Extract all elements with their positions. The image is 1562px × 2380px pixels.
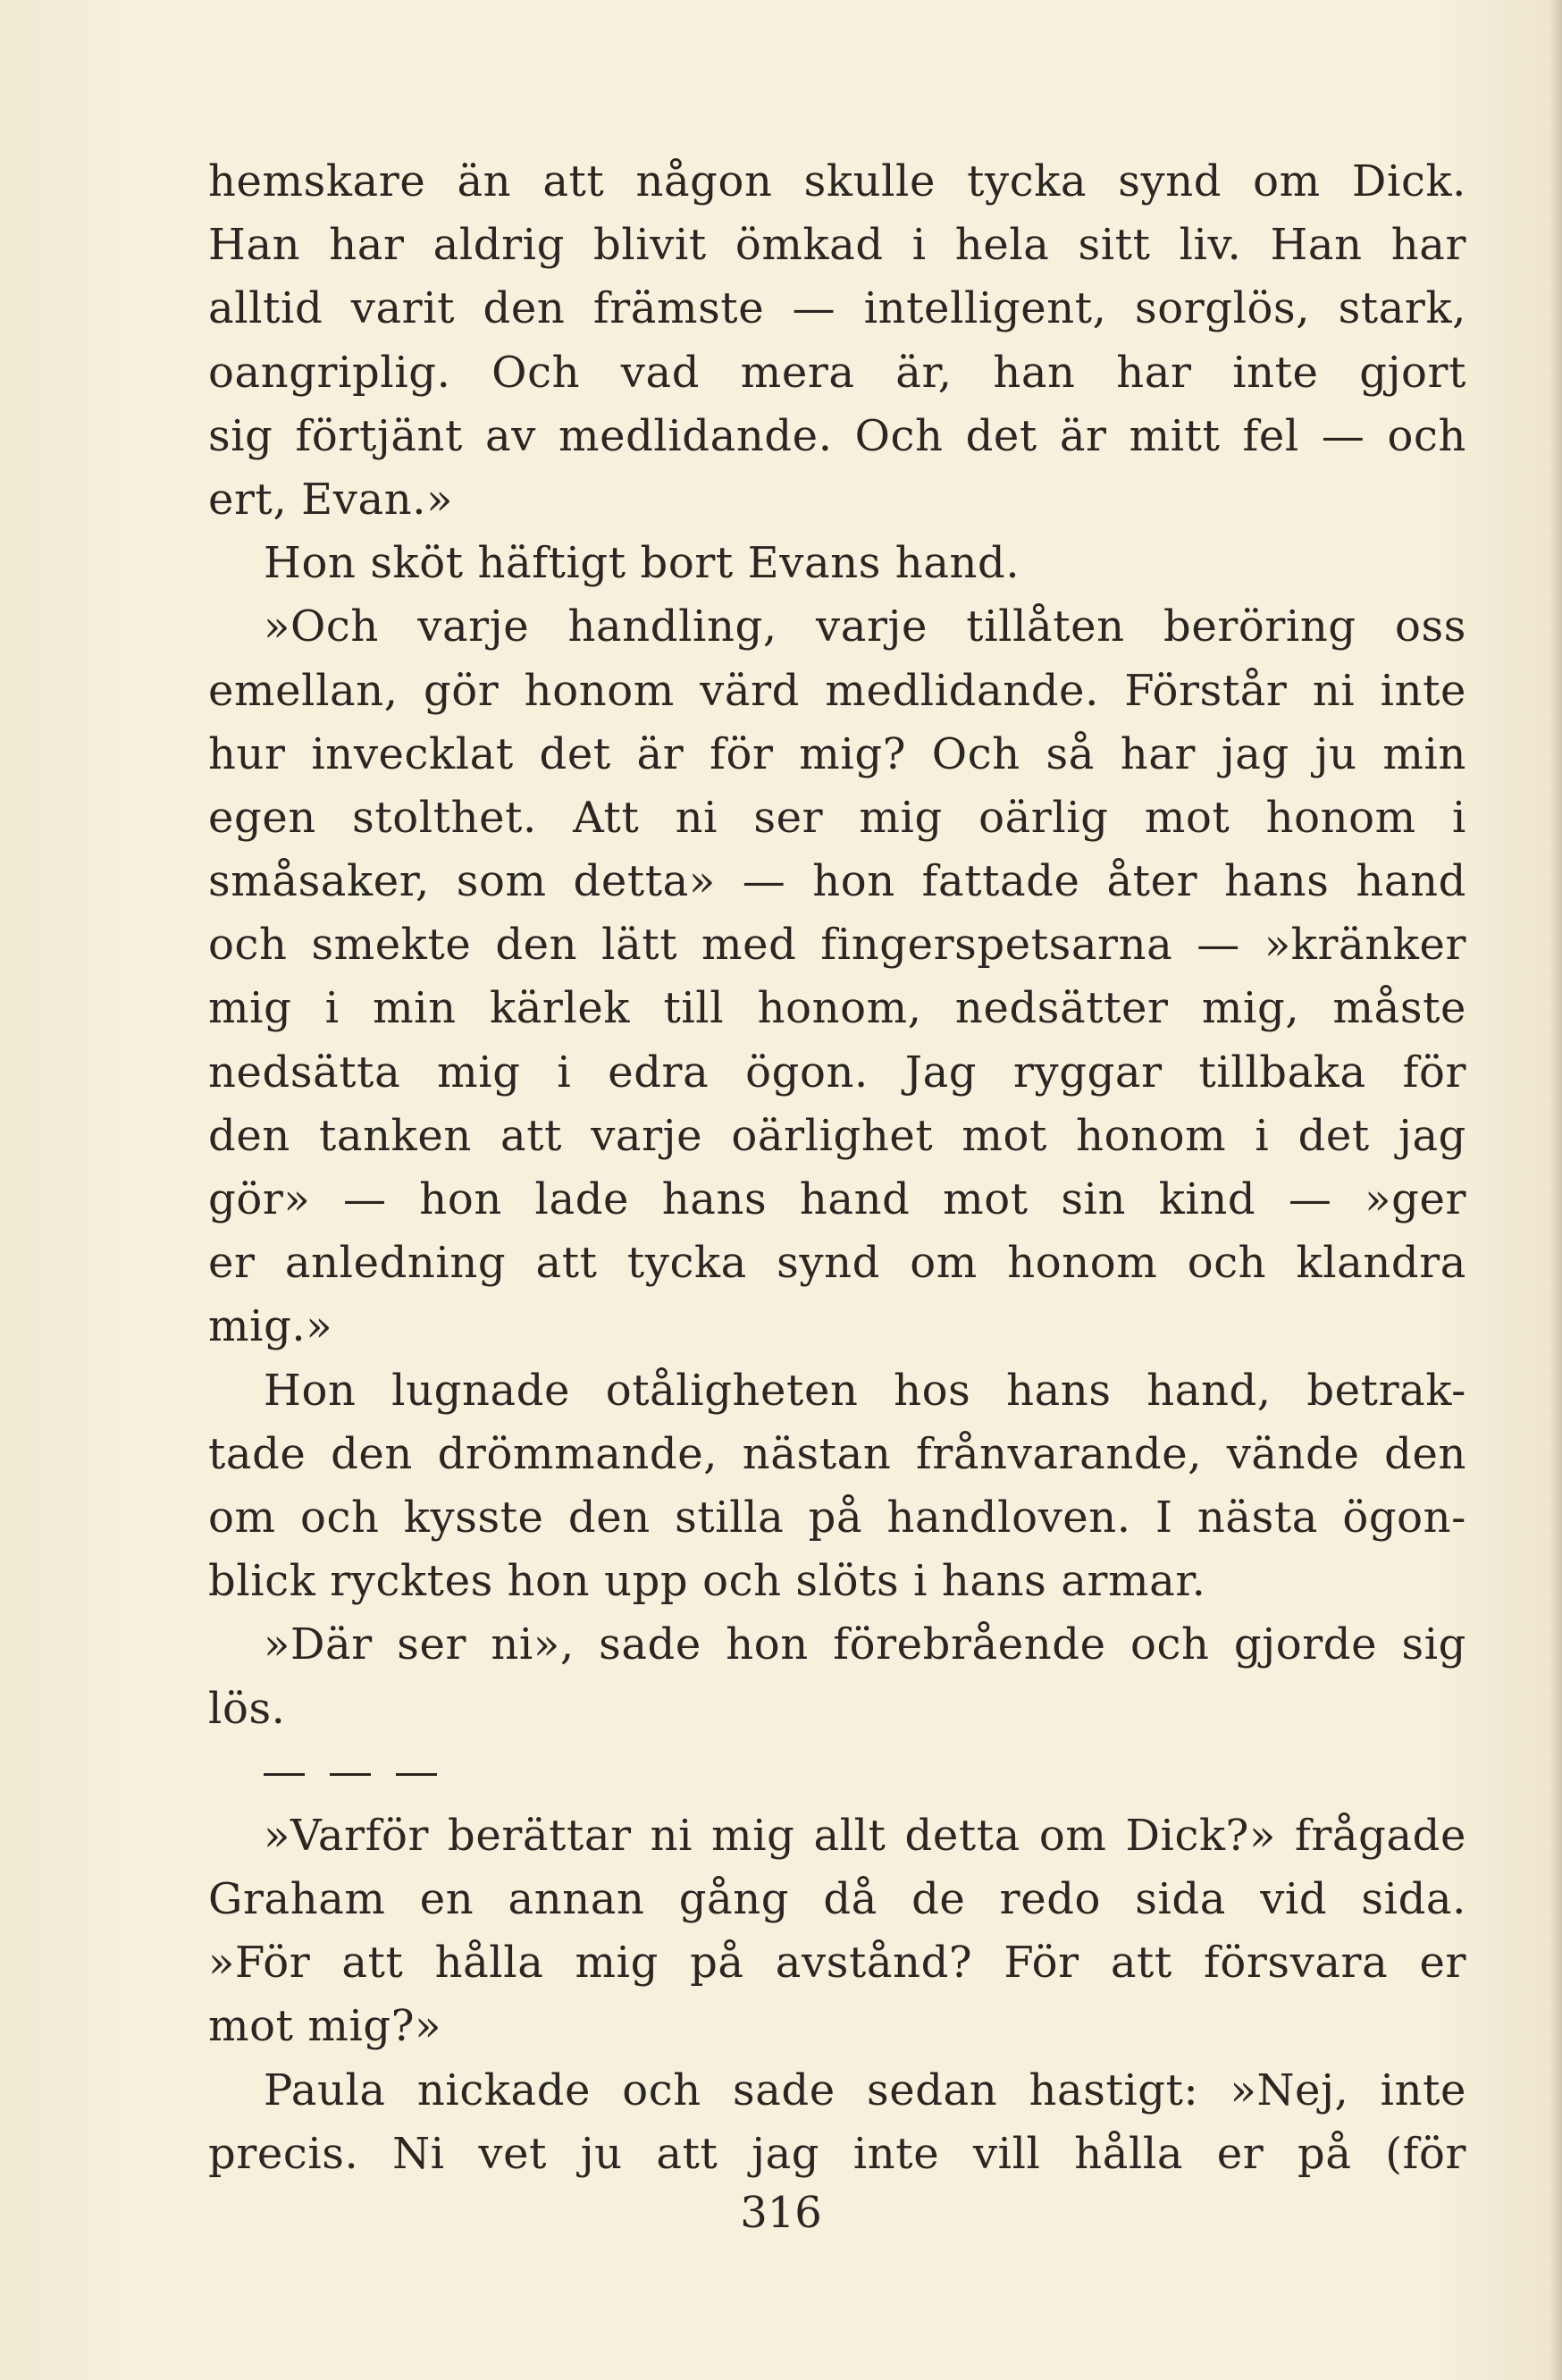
text-line: Paula nickade och sade sedan hastigt: »Nej, inte bbox=[264, 2065, 1466, 2115]
text-line: småsaker, som detta» — hon fattade åter hans hand bbox=[208, 856, 1466, 907]
separator-dash bbox=[264, 1773, 305, 1776]
text-line: sig förtjänt av medlidande. Och det är mitt fel — och bbox=[208, 410, 1466, 461]
text-line: precis. Ni vet ju att jag inte vill hålla er på (för bbox=[208, 2128, 1466, 2179]
text-line: alltid varit den främste — intelligent, sorglös, stark, bbox=[208, 283, 1466, 334]
text-line: den tanken att varje oärlighet mot honom i det jag bbox=[208, 1110, 1466, 1161]
section-separator bbox=[208, 1741, 1466, 1804]
text-line: hemskare än att någon skulle tycka synd om Dick. bbox=[208, 156, 1466, 206]
text-line: »Där ser ni», sade hon förebrående och gjorde sig bbox=[264, 1619, 1466, 1670]
text-line: Han har aldrig blivit ömkad i hela sitt liv. Han har bbox=[208, 220, 1466, 271]
text-line: mig i min kärlek till honom, nedsätter mig, måste bbox=[208, 983, 1466, 1034]
text-line: »Varför berättar ni mig allt detta om Dick?» frågade bbox=[264, 1810, 1466, 1861]
text-line: hur invecklat det är för mig? Och så har jag ju min bbox=[208, 728, 1466, 779]
page-edge-shadow bbox=[1549, 0, 1562, 2380]
text-line: om och kysste den stilla på handloven. I nästa ögon- bbox=[208, 1492, 1466, 1543]
text-line: blick rycktes hon upp och slöts i hans armar. bbox=[208, 1556, 1206, 1607]
text-line: lös. bbox=[208, 1683, 286, 1734]
text-line: »Och varje handling, varje tillåten beröring oss bbox=[264, 601, 1466, 652]
text-line: egen stolthet. Att ni ser mig oärlig mot honom i bbox=[208, 792, 1466, 843]
text-line: och smekte den lätt med fingerspetsarna — »kränker bbox=[208, 920, 1466, 971]
text-line: Hon sköt häftigt bort Evans hand. bbox=[264, 538, 1020, 589]
text-line: mig.» bbox=[208, 1301, 333, 1352]
text-line: »För att hålla mig på avstånd? För att försvara er bbox=[208, 1938, 1466, 1989]
text-line: tade den drömmande, nästan frånvarande, vände den bbox=[208, 1428, 1466, 1479]
separator-dash bbox=[330, 1773, 371, 1776]
page-number: 316 bbox=[740, 2188, 822, 2238]
text-line: Hon lugnade otåligheten hos hans hand, betrak- bbox=[264, 1365, 1466, 1416]
text-line: oangriplig. Och vad mera är, han har inte gjort bbox=[208, 347, 1466, 398]
text-line: mot mig?» bbox=[208, 2001, 442, 2052]
text-line: ert, Evan.» bbox=[208, 474, 454, 525]
text-line: er anledning att tycka synd om honom och klandra bbox=[208, 1238, 1466, 1289]
text-line: gör» — hon lade hans hand mot sin kind — »ger bbox=[208, 1174, 1466, 1224]
text-line: Graham en annan gång då de redo sida vid sida. bbox=[208, 1874, 1466, 1925]
separator-dash bbox=[396, 1773, 437, 1776]
body-text bbox=[208, 150, 1466, 2186]
text-line: emellan, gör honom värd medlidande. Förstår ni inte bbox=[208, 665, 1466, 716]
text-line: nedsätta mig i edra ögon. Jag ryggar tillbaka för bbox=[208, 1047, 1466, 1097]
